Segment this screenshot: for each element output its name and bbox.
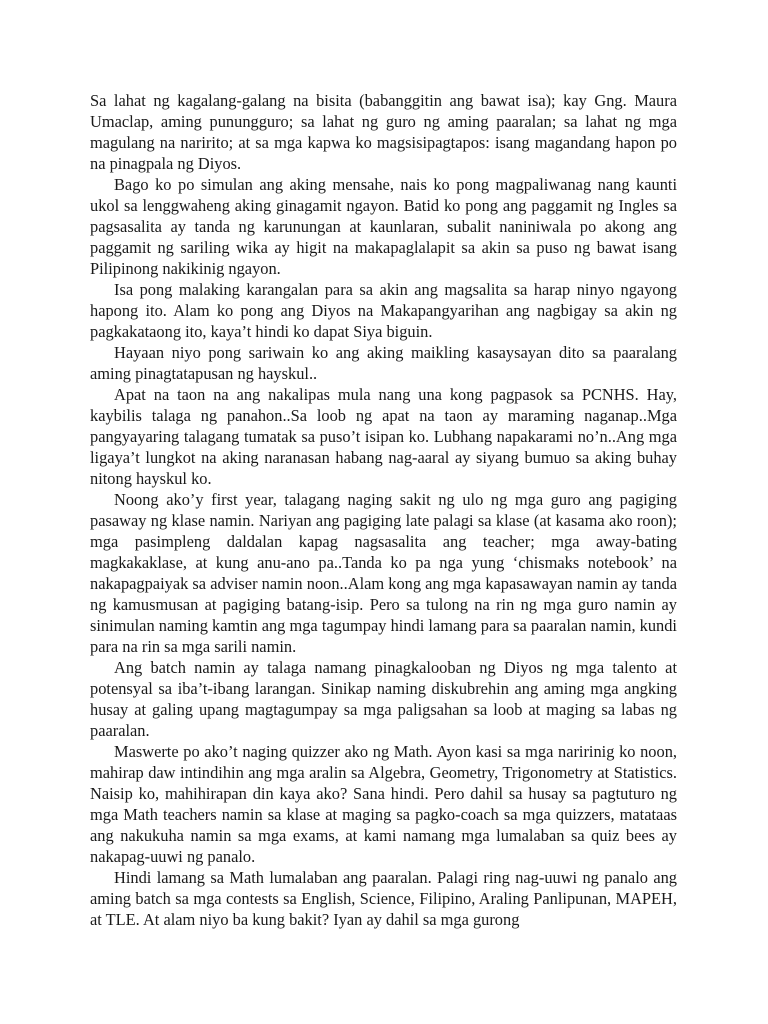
paragraph-other-contests: Hindi lamang sa Math lumalaban ang paaralan. Palagi ring nag-uuwi ng panalo ang aming batch sa mga contests sa English, Science, Filipino, Araling Panlipunan, MAPEH, at TLE. At alam niyo ba kung bakit? Iyan ay dahil sa mga gurong (90, 868, 677, 929)
paragraph-first-year: Noong ako’y first year, talagang naging sakit ng ulo ng mga guro ang pagiging pasaway ng klase namin. Nariyan ang pagiging late palagi sa klase (at kasama ako roon); mga pasimpleng daldalan kapag nagsasalita ang teacher; mga away-bating magkakaklase, at kung anu-ano pa..Tanda ko pa nga yung ‘chismaks notebook’ na nakapagpaiyak sa adviser namin noon..Alam kong ang mga kapasawayan namin ay tanda ng kamusmusan at pagiging batang-isip. Pero sa tulong na rin ng mga guro namin ay sinimulan naming kamtin ang mga tagumpay hindi lamang para sa paaralan namin, kundi para na rin sa mga sarili namin. (90, 490, 677, 656)
paragraph-history-intro: Hayaan niyo pong sariwain ko ang aking maikling kasaysayan dito sa paaralang aming pinagtatapusan ng hayskul.. (90, 343, 677, 383)
document-page (90, 90, 677, 990)
paragraph-four-years: Apat na taon na ang nakalipas mula nang una kong pagpasok sa PCNHS. Hay, kaybilis talaga ng panahon..Sa loob ng apat na taon ay maraming naganap..Mga pangyayaring talagang tumatak sa puso’t isipan ko. Lubhang napakarami no’n..Ang mga ligaya’t lungkot na aking naranasan habang nag-aaral ay siyang bumuo sa aking buhay nitong hayskul ko. (90, 385, 677, 488)
paragraph-language-note: Bago ko po simulan ang aking mensahe, nais ko pong magpaliwanag nang kaunti ukol sa lenggwaheng aking ginagamit ngayon. Batid ko pong ang paggamit ng Ingles sa pagsasalita ay tanda ng karunungan at kaunlaran, subalit naniniwala po akong ang paggamit ng sariling wika ay higit na makapaglalapit sa akin sa puso ng bawat isang Pilipinong nakikinig ngayon. (90, 175, 677, 278)
paragraph-batch-talents: Ang batch namin ay talaga namang pinagkalooban ng Diyos ng mga talento at potensyal sa iba’t-ibang larangan. Sinikap naming diskubrehin ang aming mga angking husay at galing upang magtagumpay sa mga paligsahan sa loob at maging sa labas ng paaralan. (90, 658, 677, 740)
paragraph-greeting: Sa lahat ng kagalang-galang na bisita (babanggitin ang bawat isa); kay Gng. Maura Umaclap, aming punungguro; sa lahat ng guro ng aming paaralan; sa lahat ng mga magulang na naririto; at sa mga kapwa ko magsisipagtapos: isang magandang hapon po na pinagpala ng Diyos. (90, 91, 677, 173)
paragraph-math-quizzer: Maswerte po ako’t naging quizzer ako ng Math. Ayon kasi sa mga naririnig ko noon, mahirap daw intindihin ang mga aralin sa Algebra, Geometry, Trigonometry at Statistics. Naisip ko, mahihirapan din kaya ako? Sana hindi. Pero dahil sa husay sa pagtuturo ng mga Math teachers namin sa klase at maging sa pagko-coach sa mga quizzers, matataas ang nakukuha namin sa mga exams, at kami namang mga lumalaban sa quiz bees ay nakapag-uuwi ng panalo. (90, 742, 677, 866)
paragraph-honor: Isa pong malaking karangalan para sa akin ang magsalita sa harap ninyo ngayong hapong ito. Alam ko pong ang Diyos na Makapangyarihan ang nagbigay sa akin ng pagkakataong ito, kaya’t hindi ko dapat Siya biguin. (90, 280, 677, 341)
